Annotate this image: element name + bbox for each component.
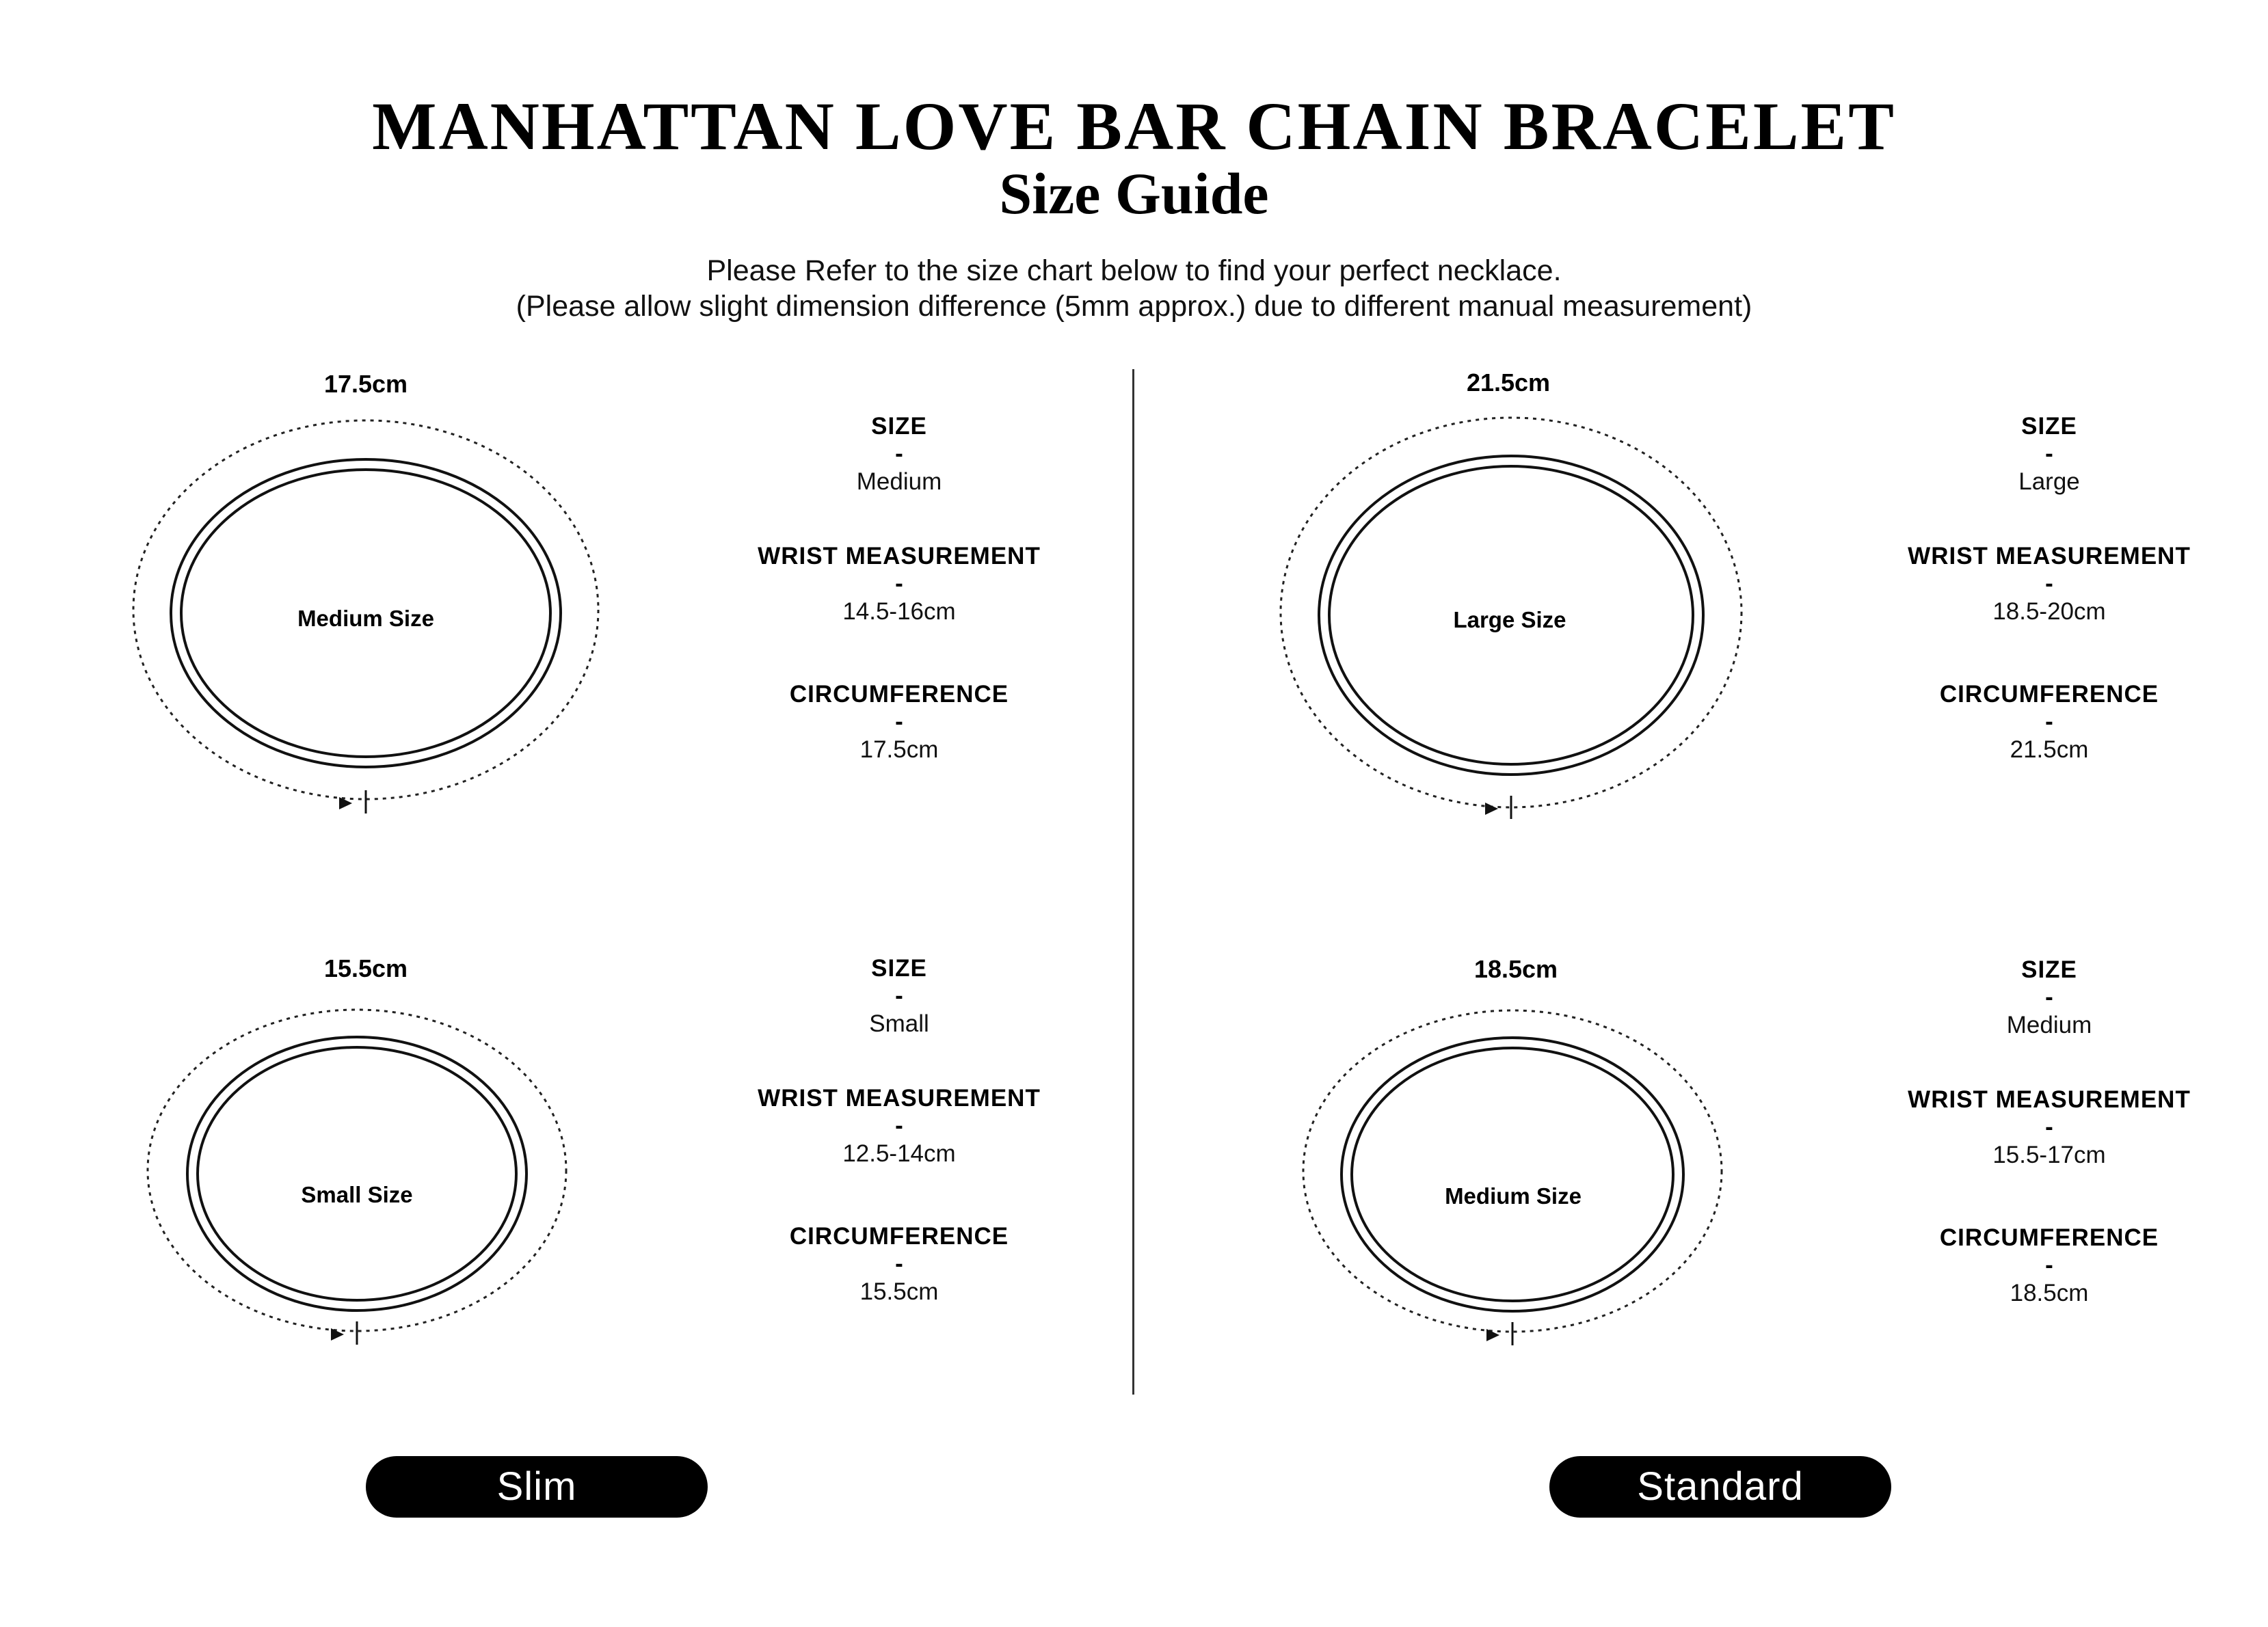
circumference-value: 17.5cm	[859, 736, 939, 763]
wrist-heading: WRIST MEASUREMENT	[1908, 1086, 2191, 1113]
separator-dash: -	[895, 1112, 903, 1139]
intro-note: (Please allow slight dimension difference (5mm approx.) due to different manual measurement)	[516, 290, 1752, 323]
separator-dash: -	[2045, 1252, 2053, 1278]
separator-dash: -	[2045, 708, 2053, 735]
ring-name: Medium Size	[297, 606, 434, 631]
circumference-heading: CIRCUMFERENCE	[789, 1223, 1009, 1250]
page-subtitle: Size Guide	[999, 161, 1269, 226]
intro-text: Please Refer to the size chart below to find your perfect necklace.	[706, 254, 1562, 287]
separator-dash: -	[2045, 570, 2053, 597]
separator-dash: -	[2045, 440, 2053, 467]
size-spec-block	[708, 954, 1091, 1307]
size-spec-block	[1858, 956, 2241, 1308]
size-value: Medium	[856, 468, 942, 495]
size-spec-block	[708, 412, 1091, 765]
wrist-value: 14.5-16cm	[842, 598, 956, 625]
circumference-value: 18.5cm	[2010, 1280, 2089, 1306]
size-heading: SIZE	[871, 955, 927, 982]
separator-dash: -	[895, 440, 903, 467]
size-value: Large	[2018, 468, 2080, 495]
wrist-value: 18.5-20cm	[1992, 598, 2106, 625]
separator-dash: -	[2045, 984, 2053, 1010]
standard-label-pill: Standard	[1549, 1456, 1891, 1518]
circumference-heading: CIRCUMFERENCE	[1939, 681, 2159, 708]
circumference-label: 15.5cm	[323, 954, 408, 982]
circumference-heading: CIRCUMFERENCE	[789, 681, 1009, 708]
size-heading: SIZE	[871, 413, 927, 440]
ring-name: Small Size	[301, 1182, 413, 1207]
circumference-label: 17.5cm	[323, 370, 408, 398]
separator-dash: -	[895, 570, 903, 597]
wrist-heading: WRIST MEASUREMENT	[758, 543, 1041, 569]
wrist-heading: WRIST MEASUREMENT	[1908, 543, 2191, 569]
size-value: Medium	[2006, 1012, 2092, 1038]
circumference-label: 21.5cm	[1466, 368, 1551, 396]
slim-label-pill: Slim	[366, 1456, 708, 1518]
wrist-heading: WRIST MEASUREMENT	[758, 1085, 1041, 1112]
size-value: Small	[869, 1010, 929, 1037]
separator-dash: -	[2045, 1114, 2053, 1140]
column-divider	[1132, 369, 1134, 1395]
separator-dash: -	[895, 1250, 903, 1277]
ring-name: Large Size	[1453, 607, 1566, 632]
wrist-value: 12.5-14cm	[842, 1140, 956, 1167]
separator-dash: -	[895, 982, 903, 1009]
circumference-value: 21.5cm	[2010, 736, 2089, 763]
circumference-heading: CIRCUMFERENCE	[1939, 1224, 2159, 1251]
size-heading: SIZE	[2021, 413, 2077, 440]
page-title: MANHATTAN LOVE BAR CHAIN BRACELET	[372, 88, 1896, 164]
wrist-value: 15.5-17cm	[1992, 1142, 2106, 1168]
size-heading: SIZE	[2021, 956, 2077, 983]
circumference-value: 15.5cm	[859, 1278, 939, 1305]
ring-name: Medium Size	[1445, 1183, 1582, 1209]
size-spec-block	[1858, 412, 2241, 765]
separator-dash: -	[895, 708, 903, 735]
circumference-label: 18.5cm	[1473, 955, 1558, 983]
